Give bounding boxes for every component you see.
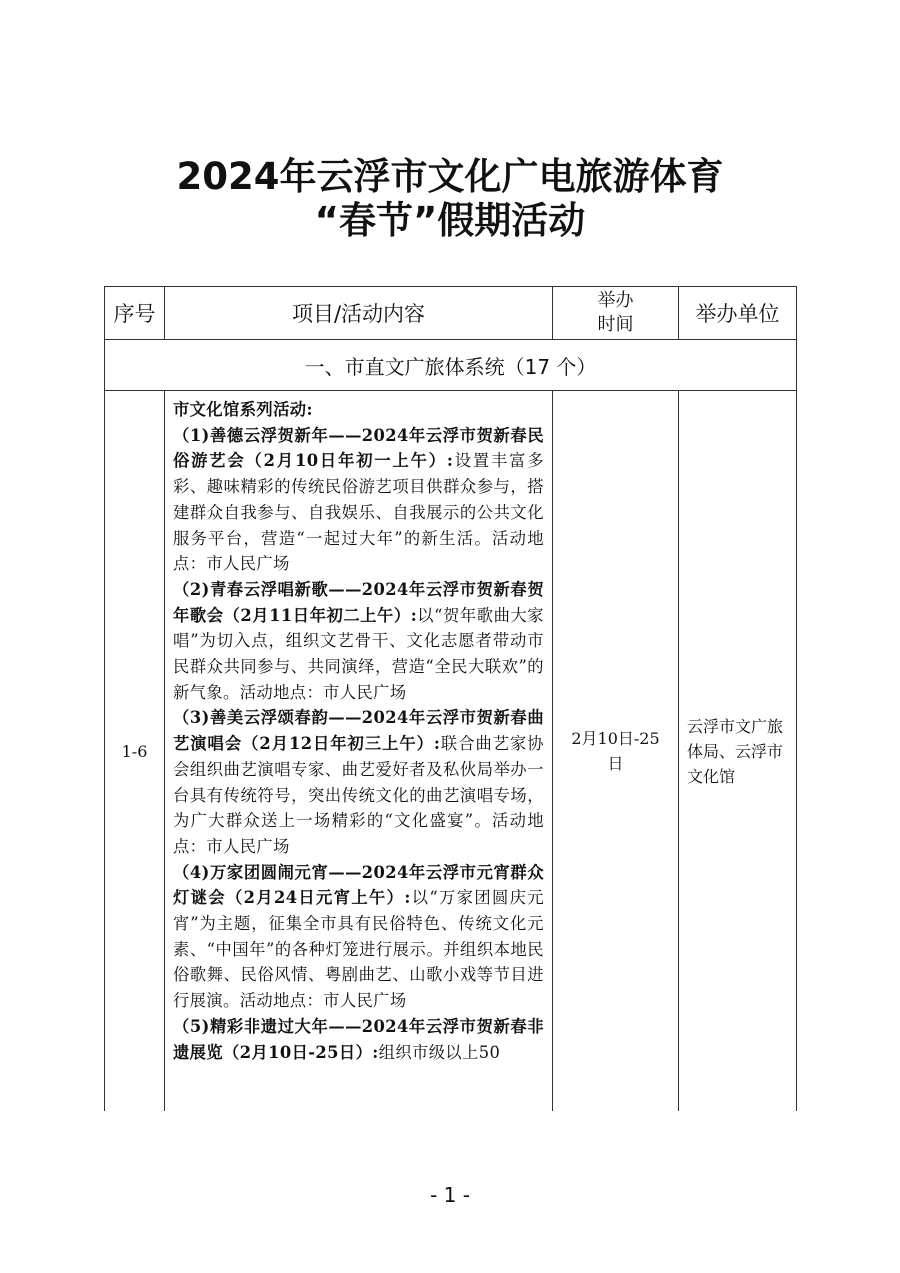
- activity-title: （1)善德云浮贺新年——2024年云浮市贺新春民俗游艺会（2月10日年初一上午）:: [173, 425, 544, 471]
- activity-text: 以“贺年歌曲大家唱”为切入点，组织文艺骨干、文化志愿者带动市民群众共同参与、共同演绎，营造“全民大联欢”的新气象。活动地点：市人民广场: [173, 605, 544, 702]
- activity-item: [173, 577, 544, 706]
- header-content: 项目/活动内容: [165, 287, 553, 340]
- activity-item: [173, 705, 544, 859]
- row-time: [553, 391, 679, 1112]
- content-heading: 市文化馆系列活动:: [173, 400, 313, 419]
- header-index: 序号: [105, 287, 165, 340]
- row-index: 1-6: [105, 391, 165, 1112]
- row-organizer: 云浮市文广旅体局、云浮市文化馆: [679, 391, 797, 1112]
- activity-title: （3)善美云浮颂春韵——2024年云浮市贺新春曲艺演唱会（2月12日年初三上午）:: [173, 708, 544, 754]
- activity-text: 组织市级以上50: [378, 1042, 501, 1062]
- activity-item: [173, 423, 544, 577]
- section-title: 一、市直文广旅体系统（17 个）: [105, 340, 797, 391]
- activity-text: 联合曲艺家协会组织曲艺演唱专家、曲艺爱好者及私伙局举办一台具有传统符号，突出传统文化的曲艺演唱专场，为广大群众送上一场精彩的“文化盛宴”。活动地点：市人民广场: [173, 734, 544, 856]
- section-row: [105, 340, 797, 391]
- activity-title: （2)青春云浮唱新歌——2024年云浮市贺新春贺年歌会（2月11日年初二上午）:: [173, 579, 544, 625]
- header-organizer: 举办单位: [679, 287, 797, 340]
- page-number: - 1 -: [430, 1183, 470, 1207]
- activity-item: [173, 860, 544, 1014]
- row-time-text: 2月10日-25日: [571, 729, 660, 773]
- document-title-line1: 2024年云浮市文化广电旅游体育: [176, 155, 724, 198]
- header-time: [553, 287, 679, 340]
- row-content: [165, 391, 553, 1112]
- header-time-line1: 举办: [597, 290, 634, 311]
- activity-text: 设置丰富多彩、趣味精彩的传统民俗游艺项目供群众参与，搭建群众自我参与、自我娱乐、自我展示的公共文化服务平台，营造“一起过大年”的新生活。活动地点：市人民广场: [173, 451, 544, 574]
- table-header-row: [105, 287, 797, 340]
- activity-table: [104, 286, 797, 1111]
- document-title-line2: “春节”假期活动: [314, 199, 586, 242]
- header-time-line2: 时间: [597, 314, 634, 335]
- activity-title: （5)精彩非遗过大年——2024年云浮市贺新春非遗展览（2月10日-25日）:: [173, 1016, 544, 1062]
- table-row: [105, 391, 797, 1112]
- activity-title: （4)万家团圆闹元宵——2024年云浮市元宵群众灯谜会（2月24日元宵上午）:: [173, 862, 544, 908]
- activity-text: 以“万家团圆庆元宵”为主题，征集全市具有民俗特色、传统文化元素、“中国年”的各种灯笼进行展示。并组织本地民俗歌舞、民俗风情、粤剧曲艺、山歌小戏等节目进行展演。活动地点：市人民广场: [173, 888, 545, 1011]
- activity-item: [173, 1014, 544, 1065]
